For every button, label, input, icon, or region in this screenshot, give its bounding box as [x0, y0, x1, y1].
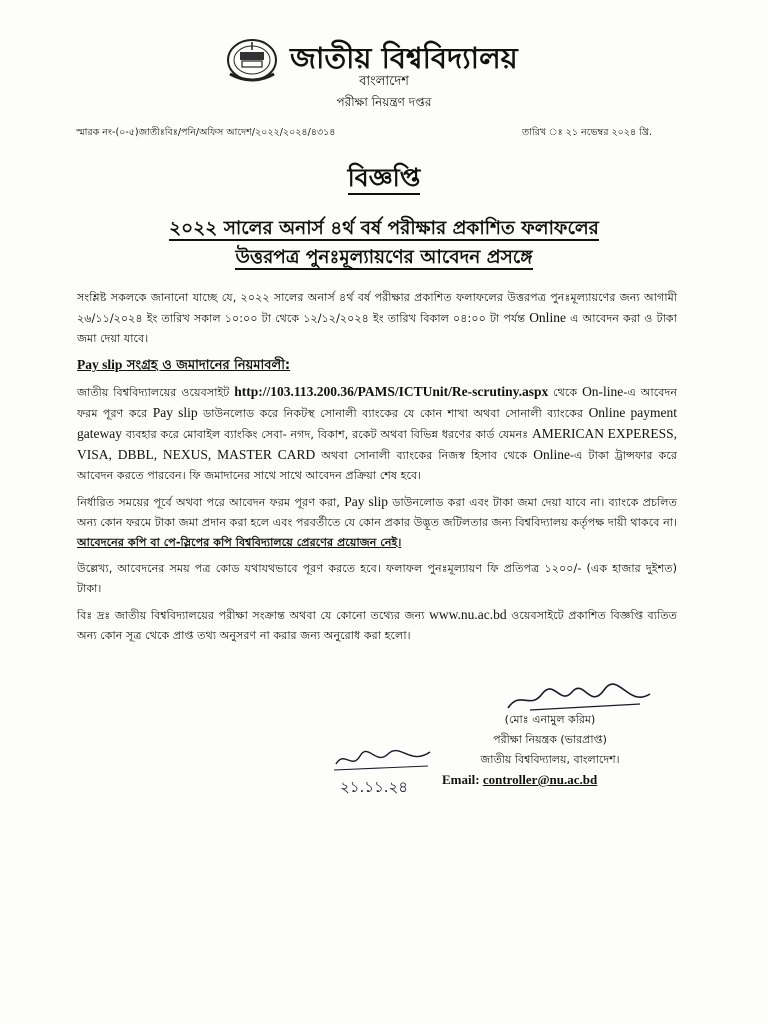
letterhead — [0, 34, 768, 114]
p1-gateway: Online payment gateway — [77, 405, 677, 441]
email-line — [430, 770, 670, 790]
intro-online: Online — [529, 310, 566, 325]
p1-text-d: ডাউনলোড করে নিকটস্থ সোনালী ব্যাংকের যে কোন শাখা অথবা সোনালী ব্যাংকের — [203, 407, 584, 420]
p1-text-a: জাতীয় বিশ্ববিদ্যালয়ের ওয়েবসাইট — [77, 386, 230, 399]
p1-text-b: থেকে — [553, 386, 578, 399]
p1-text-c: -এ আবেদন ফরম পূরণ করে — [77, 386, 678, 420]
initials-signature — [330, 746, 440, 800]
p1-text-e: ব্যবহার করে মোবাইল ব্যাংকিং সেবা- নগদ, বিকাশ, রকেট অথবা বিভিন্ন ধরণের কার্ড যেমনঃ — [125, 428, 529, 441]
p2-text-a: নির্ধারিত সময়ের পূর্বে অথবা পরে আবেদন ফরম পূরণ করা, — [77, 496, 340, 509]
p4-text-b: ওয়েবসাইটে প্রকাশিত বিজ্ঞপ্তি ব্যতিত অন্য কোন সূত্র থেকে প্রাপ্ত তথ্য অনুসরণ না করার জন্য অনুরোধ করা হলো। — [77, 609, 678, 642]
p2-no-copy-note: আবেদনের কপি বা পে-স্লিপের কপি বিশ্ববিদ্যালয়ে প্রেরণের প্রয়োজন নেই। — [77, 536, 402, 549]
pay-slip-heading-en: Pay slip — [77, 357, 123, 372]
initials-date: ২১.১১.২৪ — [340, 778, 408, 796]
signatory-block — [430, 710, 670, 790]
p1-text-f: অথবা সোনালী ব্যাংকের নিজস্ব হিসাব থেকে — [321, 449, 528, 462]
issue-date: তারিখ ঃ ২১ নভেম্বর ২০২৪ খ্রি. — [522, 127, 652, 138]
office-name: পরীক্ষা নিয়ন্ত্রণ দপ্তর — [336, 95, 432, 109]
country-name: বাংলাদেশ — [359, 74, 409, 89]
subject — [60, 214, 708, 272]
email-label: Email: — [442, 772, 480, 787]
pay-slip-heading-bn: সংগ্রহ ও জমাদানের নিয়মাবলী: — [126, 358, 291, 373]
signatory-designation: পরীক্ষা নিয়ন্ত্রক (ভারপ্রাপ্ত) — [493, 733, 607, 746]
notice-title — [0, 158, 768, 201]
p2-pay-slip: Pay slip — [344, 494, 389, 509]
subject-line-2: উত্তরপত্র পুনঃমূল্যায়ণের আবেদন প্রসঙ্গে — [235, 247, 533, 268]
intro-text-end: এ আবেদন করা ও টাকা জমা দেয়া যাবে। — [77, 312, 678, 345]
pay-slip-heading — [77, 355, 677, 376]
university-name: জাতীয় বিশ্ববিদ্যালয় — [290, 41, 518, 75]
p1-text-g: -এ টাকা ট্রান্সফার করে আবেদন করতে পারবেন। ফি জমাদানের সাথে সাথে আবেদন প্রক্রিয়া শেষ হবে। — [77, 449, 678, 482]
website-link[interactable]: www.nu.ac.bd — [429, 607, 507, 622]
signatory-org: জাতীয় বিশ্ববিদ্যালয়, বাংলাদেশ। — [480, 753, 620, 766]
intro-paragraph — [77, 288, 677, 349]
email-link[interactable]: controller@nu.ac.bd — [482, 772, 598, 787]
subject-line-1: ২০২২ সালের অনার্স ৪র্থ বর্ষ পরীক্ষার প্রকাশিত ফলাফলের — [169, 218, 599, 239]
fee-paragraph: উল্লেখ্য, আবেদনের সময় পত্র কোড যথাযথভাবে পূরণ করতে হবে। ফলাফল পুনঃমূল্যায়ণ ফি প্রতিপত্র ১২০০/- (এক হাজার দুইশত) টাকা। — [77, 562, 677, 595]
intro-text: সংশ্লিষ্ট সকলকে জানানো যাচ্ছে যে, ২০২২ সালের অনার্স ৪র্থ বর্ষ পরীক্ষার প্রকাশিত ফলাফলের উত্তরপত্র পুনঃমূল্যায়ণের জন্য আগামী ২৬/১১/২০২৪ ইং তারিখ সকাল ১০:০০ টা থেকে ১২/১২/২০২৪ ইং তারিখ বিকাল ০৪:০০ টা পর্যন্ত — [77, 291, 677, 325]
p1-online: On-line — [582, 384, 624, 399]
p1-pay-slip: Pay slip — [152, 405, 198, 420]
p4-text-a: বিঃ দ্রঃ জাতীয় বিশ্ববিদ্যালয়ের পরীক্ষা সংক্রান্ত অথবা যে কোনো তথ্যের জন্য — [77, 609, 425, 622]
notice-body — [77, 288, 677, 652]
nb-paragraph — [77, 605, 677, 646]
memo-number: স্মারক নং-(০-৫)জাতীঃবিঃ/পনি/অফিস আদেশ/২০২২/২০২৪/৪৩১৪ — [76, 127, 336, 138]
p1-online-2: Online — [533, 447, 570, 462]
p1-cards: AMERICAN EXPERESS, VISA, DBBL, NEXUS, MASTER CARD — [77, 426, 677, 462]
instructions-paragraph-2 — [77, 492, 677, 553]
application-url-link[interactable]: http://103.113.200.36/PAMS/ICTUnit/Re-scrutiny.aspx — [234, 384, 549, 399]
p2-text-b: ডাউনলোড করা এবং টাকা জমা দেয়া যাবে না। ব্যাংকে প্রচলিত অন্য কোন ফরমে টাকা জমা প্রদান করা হলে এবং পরবর্তীতে যে কোন প্রকার উদ্ভূত জটিলতার জন্য বিশ্ববিদ্যালয় কর্তৃপক্ষ দায়ী থাকবে না। — [77, 496, 677, 529]
signatory-name: (মোঃ এনামুল করিম) — [504, 713, 596, 726]
notice-title-text: বিজ্ঞপ্তি — [348, 163, 421, 195]
instructions-paragraph-1 — [77, 382, 677, 486]
